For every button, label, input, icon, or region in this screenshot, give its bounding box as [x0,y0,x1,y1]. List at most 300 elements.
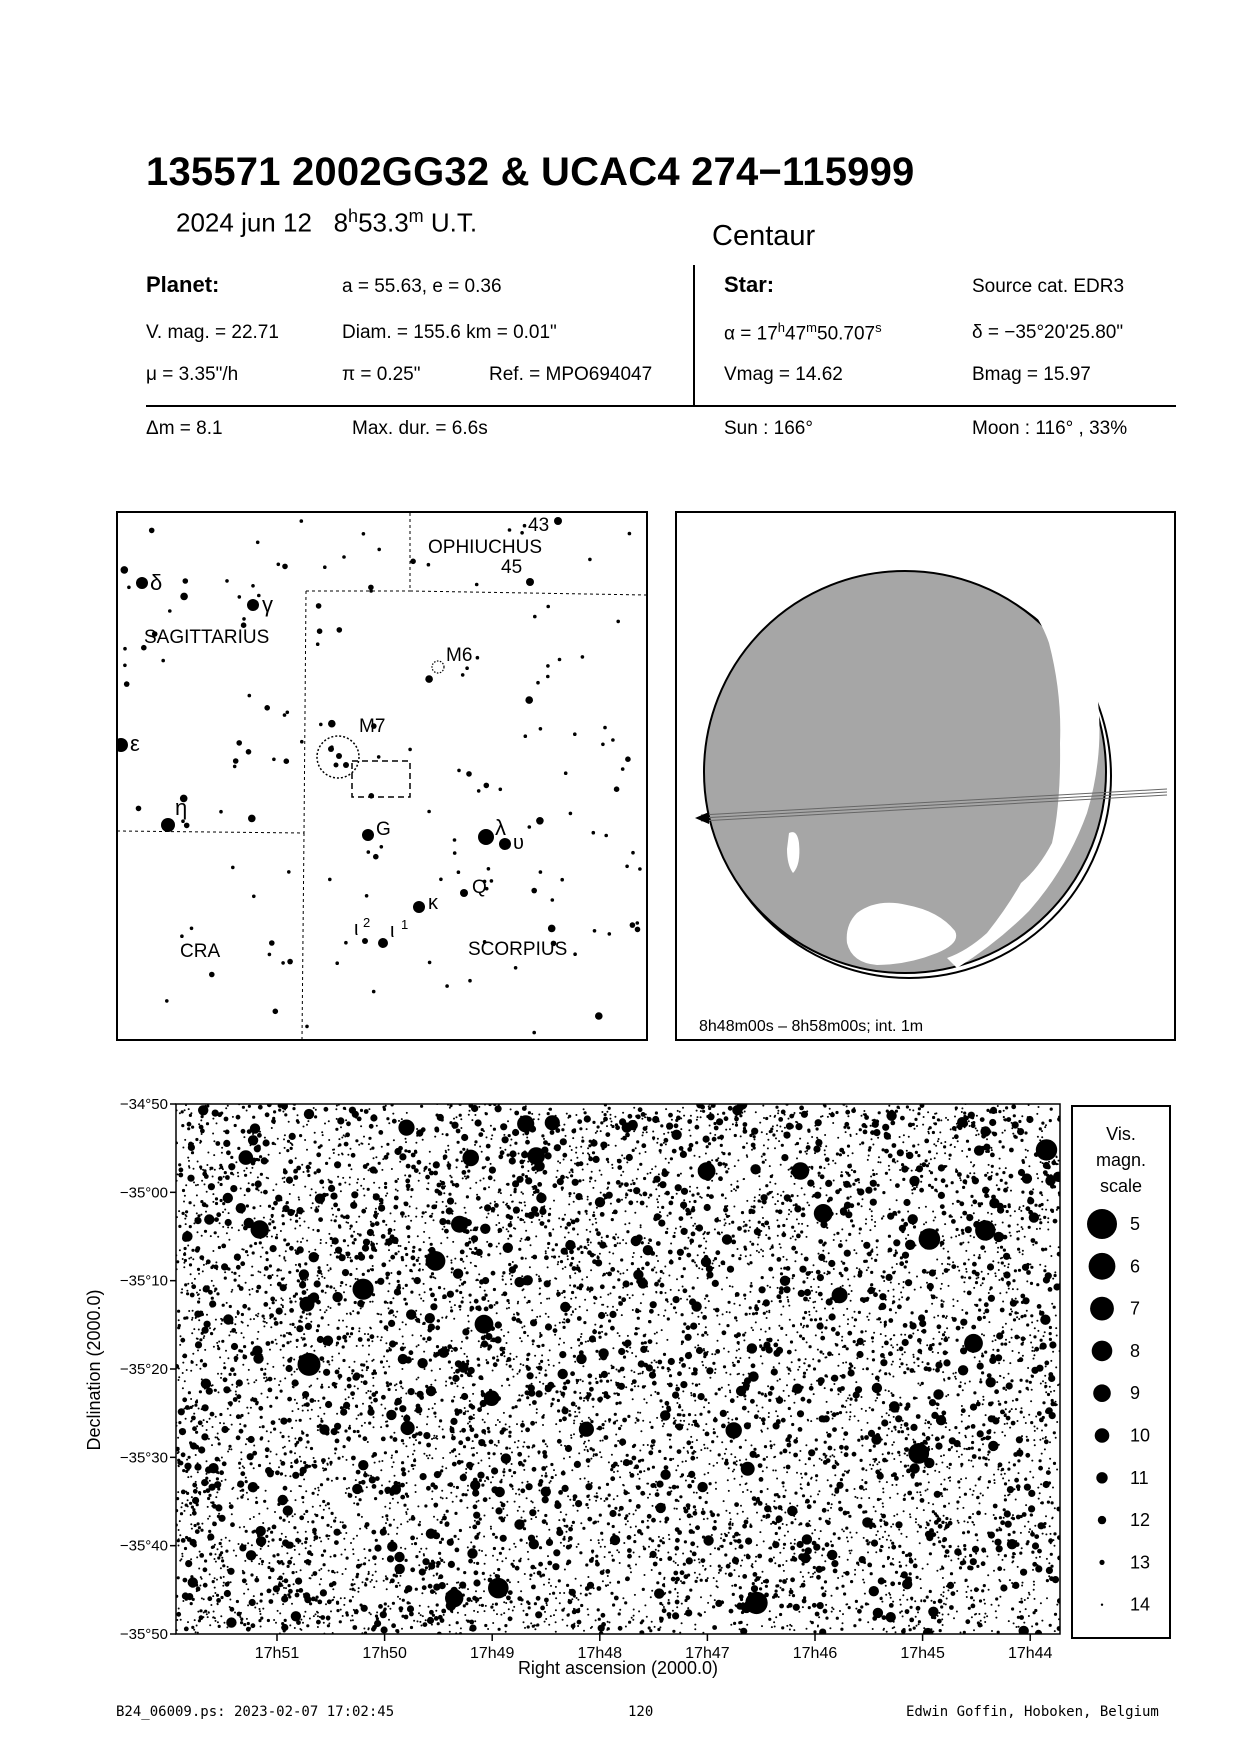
field-star [1029,1528,1031,1530]
field-star [861,1240,863,1242]
field-star [668,1250,673,1255]
field-star [354,1583,356,1585]
field-star [247,1588,249,1590]
field-star [567,1255,569,1257]
field-star [1039,1459,1042,1462]
field-star [826,1194,828,1196]
label-upsilon: υ [513,832,524,854]
field-star [618,1531,620,1533]
field-star [941,1567,944,1570]
field-star [694,1572,696,1574]
field-star [344,1339,347,1342]
time-system: U.T. [430,207,478,238]
field-star [222,1461,227,1466]
field-star [651,1439,656,1444]
field-star [281,1435,284,1438]
field-star [577,1543,579,1545]
field-star [945,1549,950,1554]
field-star [193,1205,195,1207]
field-star [203,1490,206,1493]
field-star [231,1328,236,1333]
field-star [690,1456,695,1461]
field-star [492,1603,494,1605]
field-star [471,1119,473,1121]
field-star [542,1424,544,1426]
field-star [731,1419,733,1421]
field-star [658,1195,660,1197]
field-star [597,1255,599,1257]
field-star [1019,1552,1022,1555]
field-star [262,1425,265,1428]
field-star [199,1390,202,1393]
field-star [487,1427,490,1430]
field-star [196,1364,198,1366]
finder-star [453,851,457,855]
field-star [654,1588,664,1598]
field-star [309,1386,311,1388]
field-star [507,1154,510,1157]
field-star [300,1315,303,1318]
field-star [204,1559,207,1562]
field-star [1040,1383,1042,1385]
field-star [526,1137,528,1139]
field-star [513,1560,515,1562]
field-star [330,1307,332,1309]
field-star [771,1626,773,1628]
field-star [907,1552,912,1557]
field-star [1042,1533,1044,1535]
field-star [299,1456,301,1458]
field-star [369,1396,372,1399]
field-star [871,1540,878,1547]
field-star [837,1577,839,1579]
field-star [703,1444,705,1446]
field-star [686,1440,691,1445]
field-star [317,1255,319,1257]
field-star [799,1106,804,1111]
field-star [740,1505,742,1507]
field-star [986,1377,996,1387]
field-star [275,1236,278,1239]
field-star [767,1139,769,1141]
field-star [694,1559,696,1561]
field-star [402,1599,405,1602]
field-star [949,1463,952,1466]
field-star [716,1118,723,1125]
field-star [847,1126,850,1129]
field-star [793,1439,798,1444]
field-star [984,1621,986,1623]
field-star [543,1138,545,1140]
field-star [1009,1362,1011,1364]
field-star [719,1323,721,1325]
field-star [296,1458,298,1460]
field-star [228,1212,230,1214]
field-star [227,1451,229,1453]
field-star [937,1352,939,1354]
field-star [284,1113,287,1116]
field-star [197,1294,199,1296]
field-star [674,1546,679,1551]
field-star [776,1219,778,1221]
field-star [718,1572,720,1574]
label-45: 45 [501,557,523,578]
field-star [343,1445,346,1448]
field-star [190,1514,192,1516]
field-star [364,1583,367,1586]
field-star [358,1216,360,1218]
field-star [799,1459,801,1461]
field-star [502,1136,509,1143]
field-star [761,1417,766,1422]
field-star [837,1137,839,1139]
planet-vmag: V. mag. = 22.71 [146,322,279,343]
field-star [767,1428,769,1430]
field-star [372,1114,377,1119]
field-star [448,1167,451,1170]
field-star [405,1324,407,1326]
field-star [628,1222,630,1224]
field-star [280,1335,282,1337]
field-star [1047,1221,1049,1223]
field-star [981,1371,984,1374]
field-star [977,1363,984,1370]
field-star [923,1223,925,1225]
field-star [553,1549,560,1556]
field-star [422,1578,425,1581]
field-star [328,1139,330,1141]
field-star [849,1134,851,1136]
field-star [320,1420,323,1423]
field-star [658,1314,660,1316]
field-star [587,1614,589,1616]
field-star [525,1613,528,1616]
field-star [657,1206,659,1208]
field-star [177,1539,180,1542]
field-star [962,1531,965,1534]
field-star [729,1542,732,1545]
field-star [242,1571,245,1574]
planet-motion: μ = 3.35"/h [146,364,239,385]
field-star [480,1460,482,1462]
field-star [824,1326,827,1329]
field-star [1007,1486,1014,1493]
field-star [901,1353,903,1355]
field-star [429,1359,432,1362]
field-star [595,1378,597,1380]
field-star [600,1296,602,1298]
field-star [315,1192,317,1194]
field-star [843,1431,848,1436]
field-star [1039,1412,1041,1414]
field-star [501,1427,506,1432]
field-star [662,1537,664,1539]
field-star [652,1505,654,1507]
field-star [263,1500,266,1503]
field-star [794,1539,796,1541]
field-star [428,1408,430,1410]
field-star [253,1595,255,1597]
field-star [964,1493,967,1496]
field-star [247,1498,249,1500]
field-star [630,1183,632,1185]
field-star [525,1427,530,1432]
field-star [399,1405,406,1412]
field-star [683,1208,685,1210]
field-star [402,1321,404,1323]
finder-star [328,878,332,882]
field-star [761,1392,764,1395]
field-star [643,1177,646,1180]
field-star [786,1524,788,1526]
field-star [609,1251,611,1253]
field-star [1055,1437,1057,1439]
field-star [489,1439,494,1444]
field-star [823,1609,828,1614]
field-star [598,1426,603,1431]
field-star [419,1551,421,1553]
field-star [529,1404,531,1406]
field-star [1039,1228,1041,1230]
field-star [609,1551,611,1553]
field-star [285,1536,287,1538]
field-star [973,1524,975,1526]
field-star [352,1625,357,1630]
field-star [545,1568,547,1570]
field-star [569,1275,571,1277]
field-star [948,1448,951,1451]
field-star [893,1426,896,1429]
finder-star [369,793,375,799]
field-star [796,1472,798,1474]
field-star [931,1186,934,1189]
label-iota2: ι [354,918,359,940]
field-star [1057,1556,1062,1561]
field-star [272,1301,275,1304]
field-star [993,1514,995,1516]
field-star [240,1417,242,1419]
field-star [209,1480,211,1482]
field-star [857,1609,862,1614]
globe-svg [677,513,1174,1039]
field-star [182,1147,184,1149]
field-star [431,1498,433,1500]
field-star [755,1111,757,1113]
field-star [317,1494,319,1496]
field-star [940,1303,943,1306]
label-m6: M6 [446,645,473,666]
field-star [607,1182,610,1185]
field-star [1034,1534,1039,1539]
field-star [597,1586,602,1591]
field-star [461,1428,466,1433]
field-star [729,1609,734,1614]
field-star [1032,1476,1034,1478]
field-star [783,1286,790,1293]
field-star [612,1306,614,1308]
field-star [890,1581,895,1586]
field-star [779,1290,784,1295]
field-star [535,1377,537,1379]
field-star [547,1112,550,1115]
field-star [393,1432,395,1434]
field-star [886,1612,896,1622]
field-star [421,1533,423,1535]
field-star [247,1254,249,1256]
field-star [223,1422,225,1424]
field-star [1053,1306,1056,1309]
field-star [294,1438,296,1440]
field-star [864,1510,867,1513]
finder-star [337,627,343,633]
field-star [352,1374,359,1381]
field-star [336,1342,339,1345]
finder-star [628,532,632,536]
field-star [592,1121,595,1124]
field-star [342,1335,347,1340]
field-star [749,1220,751,1222]
field-star [1026,1323,1029,1326]
field-star [705,1241,707,1243]
field-star [396,1383,398,1385]
field-star [229,1540,231,1542]
field-star [957,1558,959,1560]
field-star [491,1467,498,1474]
field-star [984,1613,986,1615]
field-star [460,1118,462,1120]
field-star [988,1589,990,1591]
finder-star [300,519,304,523]
field-star [833,1532,836,1535]
field-star [777,1110,779,1112]
field-star [986,1555,988,1557]
field-star [721,1232,723,1234]
field-star [1031,1508,1033,1510]
field-star [714,1417,716,1419]
finder-star [377,548,381,552]
field-star [177,1576,180,1579]
field-star [908,1136,910,1138]
field-star [686,1557,693,1564]
field-star [1009,1232,1011,1234]
field-star [765,1585,768,1588]
field-star [593,1156,600,1163]
field-star [650,1310,652,1312]
field-star [915,1616,917,1618]
field-star [908,1334,913,1339]
field-star [1004,1423,1006,1425]
field-star [778,1117,783,1122]
finder-star [593,929,597,933]
finder-star [638,867,642,871]
field-star [525,1390,530,1395]
field-star [530,1565,535,1570]
field-star [696,1101,703,1108]
field-star [422,1615,424,1617]
field-star [297,1121,300,1124]
field-star [539,1372,541,1374]
field-star [475,1597,480,1602]
field-star [298,1553,300,1555]
field-star [938,1599,943,1604]
field-star [1013,1463,1016,1466]
field-star [842,1613,844,1615]
field-star [320,1568,322,1570]
field-star [1050,1533,1052,1535]
field-star [573,1355,576,1358]
field-star [626,1161,628,1163]
field-star [256,1290,259,1293]
field-star [524,1201,526,1203]
finder-star [592,831,596,835]
field-star [193,1181,195,1183]
field-star [587,1244,589,1246]
field-star [712,1280,719,1287]
field-star [676,1508,678,1510]
field-star [502,1201,504,1203]
field-star [599,1358,601,1360]
field-star [284,1452,287,1455]
field-star [405,1284,408,1287]
field-star [498,1628,501,1631]
finder-star [524,734,528,738]
field-star [1023,1314,1026,1317]
field-star [282,1519,285,1522]
field-star [714,1547,716,1549]
field-star [789,1629,791,1631]
field-star [405,1559,408,1562]
field-star [442,1133,444,1135]
field-star [264,1368,266,1370]
field-star [739,1357,741,1359]
field-star [1041,1453,1043,1455]
field-star [457,1385,459,1387]
field-star [1035,1557,1037,1559]
field-star [282,1573,284,1575]
field-star [766,1456,768,1458]
field-star [743,1339,745,1341]
finder-star [581,655,585,659]
field-star [871,1258,873,1260]
field-star [1037,1330,1039,1332]
field-star [888,1428,890,1430]
field-star [1021,1585,1023,1587]
field-star [424,1504,427,1507]
field-star [665,1231,668,1234]
field-star [1021,1336,1026,1341]
field-star [691,1480,694,1483]
field-star [418,1180,420,1182]
planet-diameter: Diam. = 155.6 km = 0.01" [342,322,557,343]
field-star [356,1430,359,1433]
field-star [187,1621,189,1623]
field-star [602,1627,604,1629]
field-star [265,1490,267,1492]
field-star [262,1522,264,1524]
field-star [378,1162,381,1165]
field-star [419,1172,421,1174]
star-source-catalog: Source cat. EDR3 [972,276,1125,297]
field-star [872,1350,875,1353]
field-star [822,1548,825,1551]
field-star [1003,1569,1005,1571]
field-star [474,1144,476,1146]
field-star [810,1420,812,1422]
field-star [963,1631,966,1634]
field-star [956,1190,959,1193]
field-star [190,1273,192,1275]
field-star [443,1614,445,1616]
